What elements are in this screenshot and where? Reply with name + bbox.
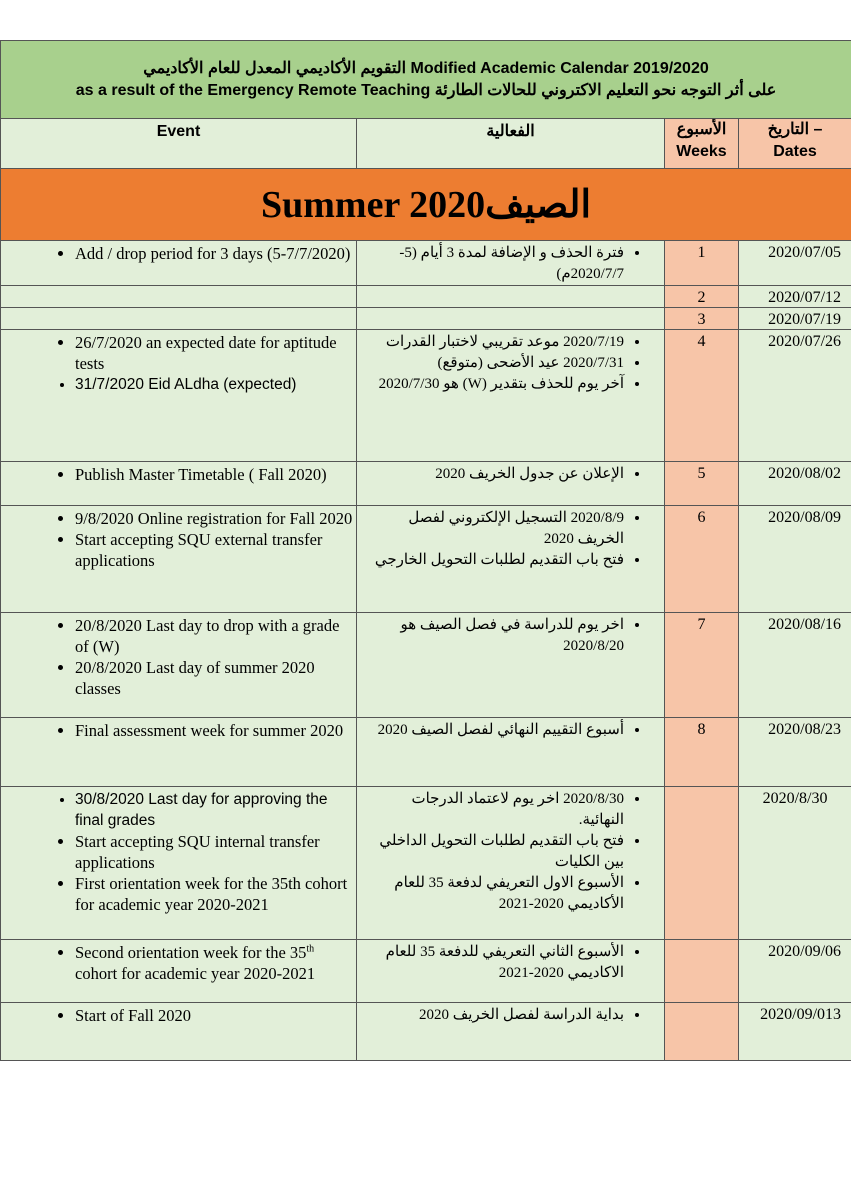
event-cell	[1, 787, 357, 940]
calendar-table	[0, 40, 851, 1061]
event-list	[1, 615, 356, 699]
header-weeks	[665, 119, 739, 169]
activity-ar-cell	[357, 462, 665, 506]
table-row	[1, 506, 851, 613]
event-item: • 30/8/2020 Last day for approving the final grades	[75, 789, 356, 831]
table-row	[1, 286, 851, 308]
week-cell: 6	[665, 506, 739, 613]
title-line1-en: Modified Academic Calendar 2019/2020	[410, 59, 709, 77]
event-item: • Start accepting SQU internal transfer applications	[75, 831, 356, 873]
event-item: • Start accepting SQU external transfer applications	[75, 529, 356, 571]
event-list	[1, 789, 356, 915]
activity-ar-cell	[357, 787, 665, 940]
activity-ar-cell	[357, 940, 665, 1003]
date-cell: 2020/08/23	[739, 718, 851, 787]
header-dates-ar: التاريخ –	[767, 121, 823, 138]
activity-ar-list	[357, 720, 664, 741]
date-cell: 2020/09/013	[739, 1003, 851, 1061]
activity-ar-list	[357, 1005, 664, 1026]
season-title-en: Summer 2020	[261, 184, 486, 226]
activity-ar-item: • بداية الدراسة لفصل الخريف 2020	[365, 1005, 624, 1026]
table-row	[1, 787, 851, 940]
table-row	[1, 241, 851, 286]
title-line-1	[1, 58, 851, 80]
event-cell	[1, 940, 357, 1003]
title-line-2	[1, 80, 851, 102]
header-dates-en: Dates	[773, 143, 817, 160]
table-row	[1, 308, 851, 330]
title-line2-ar: على أثر التوجه نحو التعليم الاكتروني للحالات الطارئة	[434, 81, 777, 99]
week-cell: 8	[665, 718, 739, 787]
table-row	[1, 1003, 851, 1061]
week-cell: 4	[665, 330, 739, 462]
event-cell	[1, 462, 357, 506]
calendar-rows	[1, 241, 851, 1061]
event-list	[1, 1005, 356, 1026]
event-item: • First orientation week for the 35th cohort for academic year 2020-2021	[75, 873, 356, 915]
date-cell: 2020/08/09	[739, 506, 851, 613]
activity-ar-list	[357, 789, 664, 915]
event-list	[1, 508, 356, 571]
activity-ar-item: • فتح باب التقديم لطلبات التحويل الداخلي بين الكليات	[365, 831, 624, 873]
week-cell: 1	[665, 241, 739, 286]
activity-ar-cell	[357, 718, 665, 787]
week-cell: 2	[665, 286, 739, 308]
event-list	[1, 942, 356, 984]
event-item	[75, 942, 356, 984]
event-cell	[1, 308, 357, 330]
event-item: • 20/8/2020 Last day of summer 2020 classes	[75, 657, 356, 699]
activity-ar-item: • الإعلان عن جدول الخريف 2020	[365, 464, 624, 485]
title-cell	[1, 41, 851, 119]
activity-ar-item: • فترة الحذف و الإضافة لمدة 3 أيام (5-2020/7/7م)	[365, 243, 624, 285]
table-row	[1, 613, 851, 718]
event-item: • 26/7/2020 an expected date for aptitude tests	[75, 332, 356, 374]
table-row	[1, 718, 851, 787]
event-item: • 31/7/2020 Eid ALdha (expected)	[75, 374, 356, 395]
date-cell: 2020/07/26	[739, 330, 851, 462]
activity-ar-list	[357, 243, 664, 285]
event-list	[1, 243, 356, 264]
activity-ar-item: • الأسبوع الاول التعريفي لدفعة 35 للعام الأكاديمي 2020-2021	[365, 873, 624, 915]
title-row	[1, 41, 851, 119]
event-item: • 9/8/2020 Online registration for Fall 2020	[75, 508, 356, 529]
week-cell: 5	[665, 462, 739, 506]
header-dates	[739, 119, 851, 169]
activity-ar-cell	[357, 506, 665, 613]
activity-ar-cell	[357, 308, 665, 330]
title-line2-en: as a result of the Emergency Remote Teaching	[75, 81, 431, 99]
event-cell	[1, 718, 357, 787]
event-cell	[1, 241, 357, 286]
date-cell: 2020/07/05	[739, 241, 851, 286]
activity-ar-list	[357, 332, 664, 395]
event-cell	[1, 286, 357, 308]
table-row	[1, 462, 851, 506]
week-cell: 7	[665, 613, 739, 718]
event-cell	[1, 330, 357, 462]
event-item: • 20/8/2020 Last day to drop with a grade of (W)	[75, 615, 356, 657]
season-row	[1, 169, 851, 241]
event-cell	[1, 506, 357, 613]
activity-ar-cell	[357, 613, 665, 718]
week-cell	[665, 787, 739, 940]
event-cell	[1, 613, 357, 718]
header-activity-ar: الفعالية	[357, 119, 665, 169]
activity-ar-item: • اخر يوم للدراسة في فصل الصيف هو 2020/8/20	[365, 615, 624, 657]
date-cell: 2020/8/30	[739, 787, 851, 940]
activity-ar-list	[357, 615, 664, 657]
week-cell: 3	[665, 308, 739, 330]
event-text: Second orientation week for the 35	[75, 943, 307, 962]
table-row	[1, 330, 851, 462]
activity-ar-item: • 2020/7/31 عيد الأضحى (متوقع)	[365, 353, 624, 374]
week-cell	[665, 1003, 739, 1061]
header-event: Event	[1, 119, 357, 169]
activity-ar-list	[357, 942, 664, 984]
activity-ar-item: • الأسبوع الثاني التعريفي للدفعة 35 للعام الاكاديمي 2020-2021	[365, 942, 624, 984]
activity-ar-item: • 2020/8/9 التسجيل الإلكتروني لفصل الخريف 2020	[365, 508, 624, 550]
activity-ar-item: • أسبوع التقييم النهائي لفصل الصيف 2020	[365, 720, 624, 741]
event-cell	[1, 1003, 357, 1061]
activity-ar-cell	[357, 1003, 665, 1061]
event-item: • Final assessment week for summer 2020	[75, 720, 356, 741]
date-cell: 2020/08/16	[739, 613, 851, 718]
event-item: • Add / drop period for 3 days (5-7/7/2020)	[75, 243, 356, 264]
season-cell	[1, 169, 851, 241]
date-cell: 2020/09/06	[739, 940, 851, 1003]
header-row	[1, 119, 851, 169]
activity-ar-item: • 2020/7/19 موعد تقريبي لاختبار القدرات	[365, 332, 624, 353]
activity-ar-item: • 2020/8/30 اخر يوم لاعتماد الدرجات النهائية.	[365, 789, 624, 831]
date-cell: 2020/08/02	[739, 462, 851, 506]
week-cell	[665, 940, 739, 1003]
date-cell: 2020/07/19	[739, 308, 851, 330]
event-list	[1, 332, 356, 395]
title-line1-ar: التقويم الأكاديمي المعدل للعام الأكاديمي	[143, 59, 407, 77]
activity-ar-cell	[357, 330, 665, 462]
event-list	[1, 464, 356, 485]
header-weeks-en: Weeks	[676, 143, 727, 160]
event-text: cohort for academic year 2020-2021	[75, 964, 316, 983]
table-row	[1, 940, 851, 1003]
activity-ar-list	[357, 508, 664, 571]
activity-ar-cell	[357, 241, 665, 286]
header-weeks-ar: الأسبوع	[676, 121, 727, 138]
activity-ar-item: • آخر يوم للحذف بتقدير (W) هو 2020/7/30	[365, 374, 624, 395]
event-list	[1, 720, 356, 741]
date-cell: 2020/07/12	[739, 286, 851, 308]
activity-ar-list	[357, 464, 664, 485]
activity-ar-cell	[357, 286, 665, 308]
activity-ar-item: • فتح باب التقديم لطلبات التحويل الخارجي	[365, 550, 624, 571]
season-title-ar: الصيف	[485, 184, 592, 226]
event-superscript: th	[306, 943, 315, 955]
event-item: • Start of Fall 2020	[75, 1005, 356, 1026]
event-item: • Publish Master Timetable ( Fall 2020)	[75, 464, 356, 485]
